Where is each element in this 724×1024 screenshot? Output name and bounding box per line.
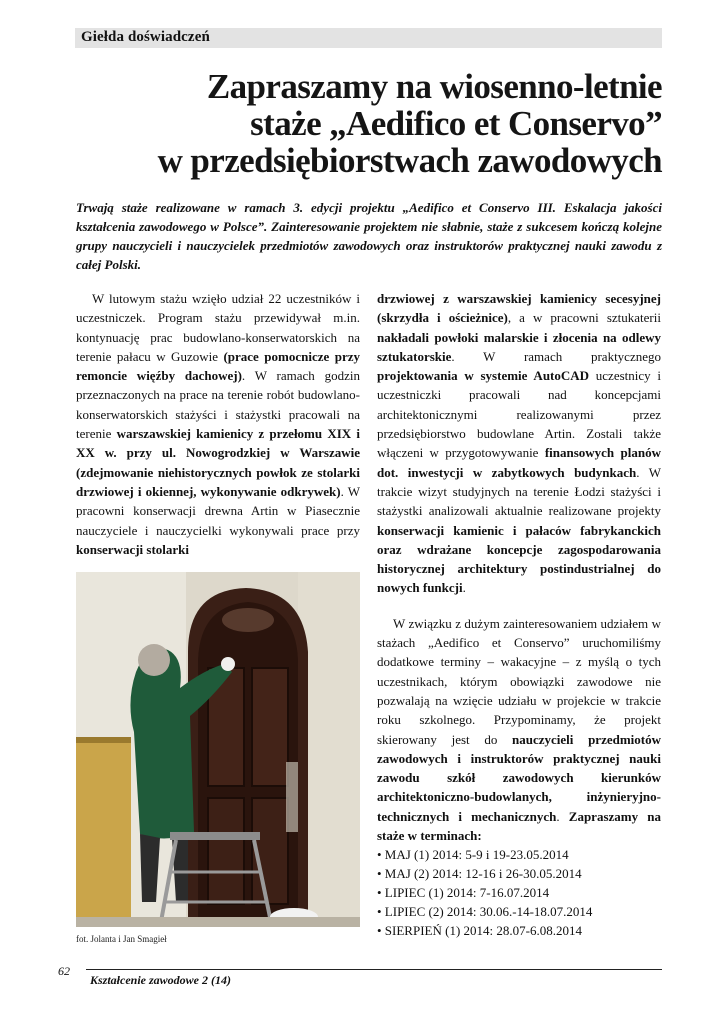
headline-line-2: staże „Aedifico et Conservo” (250, 104, 662, 143)
left-paragraph (76, 289, 360, 559)
term-item: • LIPIEC (1) 2014: 7-16.07.2014 (377, 885, 550, 901)
term-item: • LIPIEC (2) 2014: 30.06.-14-18.07.2014 (377, 904, 593, 920)
right-text-4: . W trakcie wizyt studyjnych na terenie Łodzi stażyści i stażystki analizowali aktualnie realizowane projekty (377, 464, 661, 519)
left-text-2: . W ramach godzin przeznaczonych na prace na terenie robót budowlano-konserwatorskich stażyści i stażystki pracowali na terenie (76, 368, 360, 442)
term-item: • MAJ (2) 2014: 12-16 i 26-30.05.2014 (377, 866, 582, 882)
term-item: • MAJ (1) 2014: 5-9 i 19-23.05.2014 (377, 847, 569, 863)
right-p2-text-1: W związku z dużym zainteresowaniem udziałem w stażach „Aedifico et Conservo” uruchomiliśmy dodatkowe terminy – wakacyjne – z myślą o tych uczestnikach, którym obowiązki zawodowe nie pozwalają na wzięcie udziału w projekcie w trakcie roku szkolnego. Przypominamy, że projekt skierowany jest do (377, 615, 661, 747)
right-p2-bold-2: Zapraszamy na staże w terminach: (377, 808, 662, 844)
left-text-1: W lutowym stażu wzięło udział 22 uczestników i uczestniczek. Program stażu przewidywał m.in. kontynuację prac budowlano-konserwatorskich na terenie pałacu w Guzowie (76, 291, 360, 364)
photo-illustration (76, 572, 360, 927)
left-bold-1: (prace pomocnicze przy remoncie więźby dachowej) (76, 348, 360, 384)
headline-line-1: Zapraszamy na wiosenno-letnie (206, 67, 662, 106)
right-text-5: . (462, 580, 466, 596)
terms-list (377, 845, 661, 940)
section-header-bar (75, 28, 662, 48)
left-text-3: . W pracowni konserwacji drewna Artin w Piasecznie nauczyciele i nauczycielki wykonywali prace przy (76, 483, 360, 538)
right-p2-text-2: . (556, 808, 569, 824)
left-column (76, 289, 360, 559)
term-item: • SIERPIEŃ (1) 2014: 28.07-6.08.2014 (377, 923, 582, 939)
right-paragraph-1 (377, 289, 661, 598)
right-bold-5: konserwacji kamienic i pałaców fabrykanckich oraz wdrażane koncepcje zagospodarowania historycznej architektury postindustrialnej do nowych funkcji (377, 522, 661, 596)
paragraph-gap (377, 598, 661, 614)
right-bold-2: nakładali powłoki malarskie i złocenia na odlewy sztukatorskie (377, 329, 661, 364)
right-text-1: , a w pracowni sztukaterii (507, 310, 661, 326)
right-text-3: uczestnicy i uczestniczki pracowali nad koncepcjami architektonicznymi realizowanymi przez przedsiębiorstwo budowlane Artin. Zostali także włączeni w przygotowywanie (377, 368, 661, 461)
article-lead: Trwają staże realizowane w ramach 3. edycji projektu „Aedifico et Conservo III. Eskalacja jakości kształcenia zawodowego w Polsce”. Zainteresowanie projektem nie słabnie, staże z sukcesem kończą kolejne grupy nauczycieli i nauczycielek przedmiotów zawodowych oraz instruktorów praktycznej nauki zawodu z całej Polski. (76, 200, 662, 272)
right-paragraph-2 (377, 614, 661, 846)
right-bold-1: drzwiowej z warszawskiej kamienicy secesyjnej (skrzydła i ościeżnice) (377, 291, 661, 326)
article-headline (62, 68, 662, 179)
headline-line-3: w przedsiębiorstwach zawodowych (157, 141, 662, 180)
right-text-2: . W ramach praktycznego (451, 348, 661, 364)
left-bold-3: konserwacji stolarki (76, 541, 190, 557)
footer-rule (86, 969, 662, 970)
right-bold-4: finansowych planów dot. inwestycji w zabytkowych budynkach (377, 445, 661, 480)
left-bold-2: warszawskiej kamienicy z przełomu XIX i XX w. przy ul. Nowogrodzkiej w Warszawie (zdejmowanie niehistorycznych powłok ze stolarki drzwiowej i okiennej, wykonywanie odkrywek) (76, 426, 360, 499)
photo-caption: fot. Jolanta i Jan Smagieł (76, 934, 167, 944)
article-photo (76, 572, 360, 927)
right-bold-3: projektowania w systemie AutoCAD (377, 368, 590, 384)
right-column (377, 289, 661, 940)
right-p2-bold-1: nauczycieli przedmiotów zawodowych i instruktorów praktycznej nauki zawodu szkół zawodowych kierunków architektoniczno-budowlanych, inżynieryjno-technicznych i mechanicznych (377, 731, 661, 824)
journal-title: Kształcenie zawodowe 2 (14) (90, 973, 231, 987)
page-number: 62 (58, 964, 70, 978)
section-title: Giełda doświadczeń (81, 29, 210, 45)
